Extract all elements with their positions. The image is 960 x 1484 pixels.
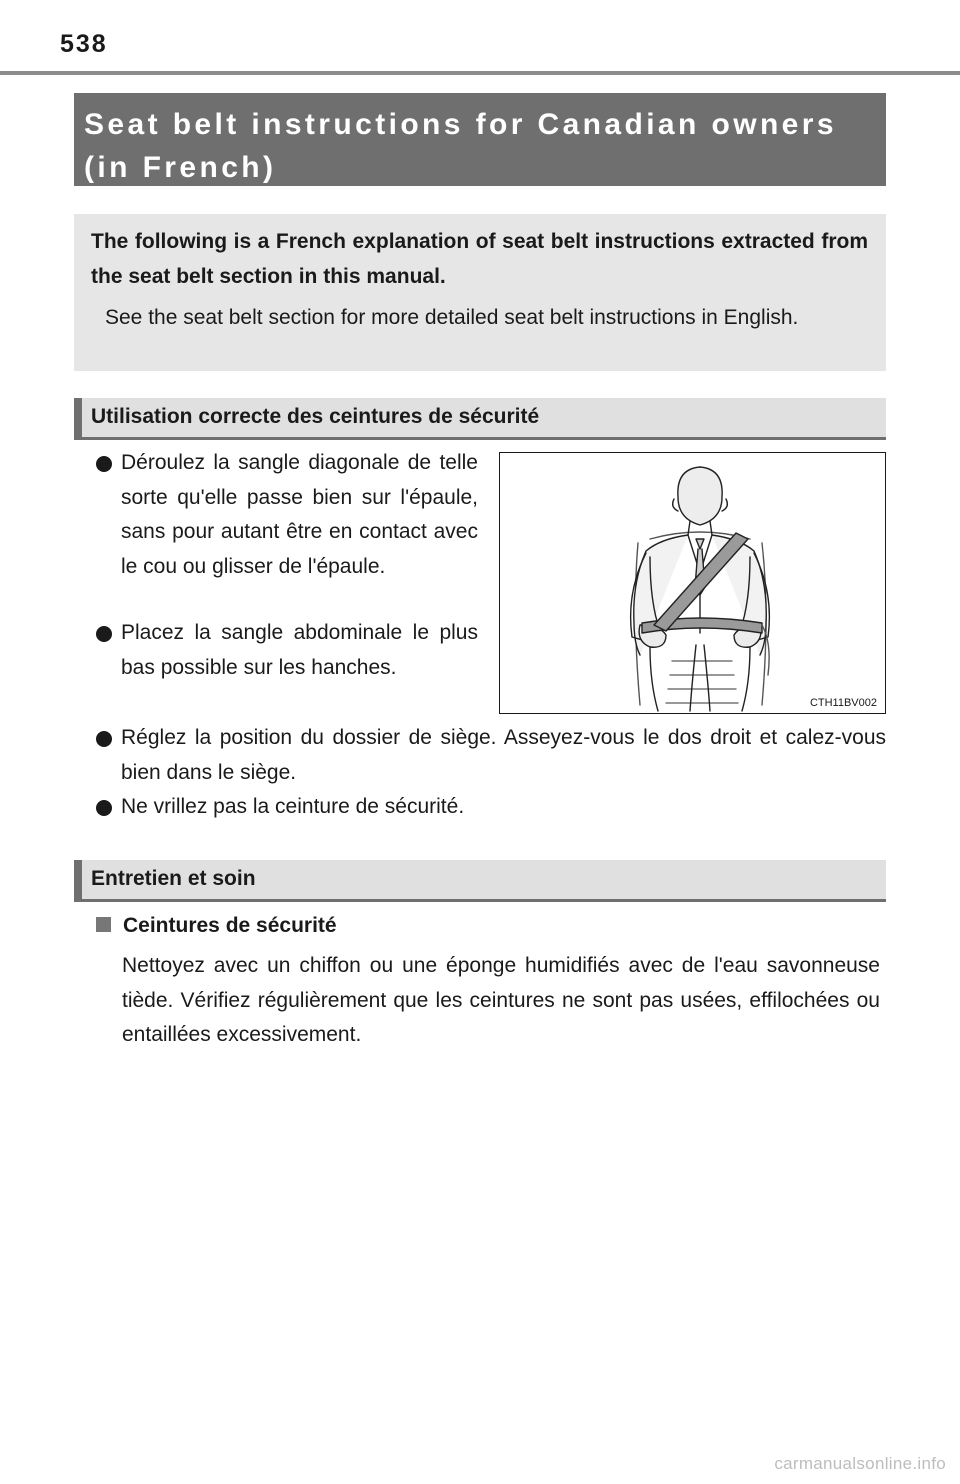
square-bullet-icon	[96, 917, 111, 932]
bullet-text: Ne vrillez pas la ceinture de sécurité.	[121, 795, 465, 818]
section-heading-care: Entretien et soin	[74, 860, 886, 902]
watermark: carmanualsonline.info	[774, 1454, 946, 1473]
bullet-item	[74, 616, 478, 685]
header-rule	[0, 71, 960, 75]
page-title-box	[74, 93, 886, 186]
intro-box	[74, 214, 886, 371]
figure-code: CTH11BV002	[809, 697, 877, 709]
seatbelt-figure	[499, 452, 886, 714]
section-heading-usage: Utilisation correcte des ceintures de sécurité	[74, 398, 886, 440]
page-number: 538	[60, 30, 108, 58]
bullet-text: Déroulez la sangle diagonale de telle sorte qu'elle passe bien sur l'épaule, sans pour autant être en contact avec le cou ou glisser de l'épaule.	[121, 451, 478, 578]
seated-person-seatbelt-icon	[500, 453, 886, 714]
bullet-dot-icon	[96, 800, 112, 816]
intro-bold-text: The following is a French explanation of seat belt instructions extracted from the seat belt section in this manual.	[91, 230, 868, 288]
subheading-text: Ceintures de sécurité	[123, 914, 337, 937]
bullet-dot-icon	[96, 626, 112, 642]
intro-normal-text: See the seat belt section for more detailed seat belt instructions in English.	[105, 306, 799, 329]
bullet-dot-icon	[96, 731, 112, 747]
bullet-dot-icon	[96, 456, 112, 472]
page-title: Seat belt instructions for Canadian owners (in French)	[84, 108, 837, 184]
bullet-item	[74, 790, 886, 825]
care-body-text: Nettoyez avec un chiffon ou une éponge humidifiés avec de l'eau savonneuse tiède. Vérifiez régulièrement que les ceintures ne sont pas usées, effilochées ou entaillées excessivement.	[122, 954, 880, 1046]
bullet-item	[74, 446, 478, 584]
bullet-text: Placez la sangle abdominale le plus bas possible sur les hanches.	[121, 621, 478, 679]
subheading	[96, 910, 337, 942]
bullet-text: Réglez la position du dossier de siège. Asseyez-vous le dos droit et calez-vous bien dans le siège.	[121, 726, 886, 784]
bullet-item	[74, 721, 886, 790]
